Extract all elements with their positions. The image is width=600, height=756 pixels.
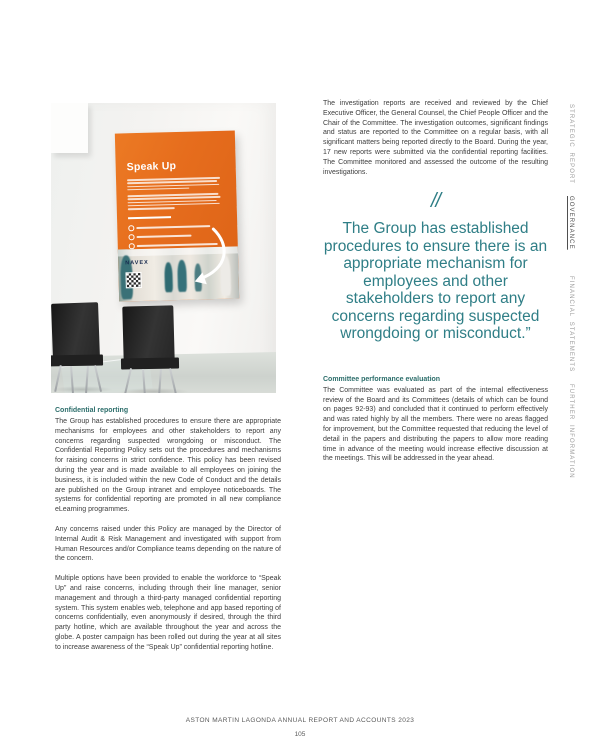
chair	[122, 305, 174, 362]
wall-cabinet	[51, 103, 88, 153]
poster-contact-heading	[128, 216, 171, 219]
poster-paragraph-2	[127, 193, 224, 212]
chair-shadow	[51, 386, 113, 393]
poster-title: Speak Up	[126, 160, 177, 174]
globe-icon	[128, 234, 134, 240]
curved-arrow-icon	[179, 227, 233, 290]
right-column	[323, 99, 548, 474]
evaluation-paragraph: The Committee was evaluated as part of the internal effectiveness review of the Board and its Committees (details of which can be found on pages 92-93) and concluded that it continued to perform effectively and was rated highly by all the members. There were no areas flagged for improvement, but the Committee requested that reducing the level of detail in the papers and distributing the papers to allow more reading time in advance of the meeting would increase effective discussion at the meetings. This will be addressed in the year ahead.	[323, 386, 548, 463]
page-number: 105	[294, 731, 306, 738]
section-heading-confidential-reporting: Confidential reporting	[55, 407, 129, 414]
paragraph: The Group has established procedures to ensure there are appropriate mechanisms for employees and other stakeholders to report any concerns regarding suspected wrongdoing or misconduct. The Confidential Reporting Policy sets out the procedures and mechanisms for raising concerns in strict confidence. This policy has been revised during the year and is made available to all employees on joining the business, it is included within the new Code of Conduct and the details are published on the Group intranet and employee noticeboards. The systems for confidential reporting are promoted in all new compliance eLearning programmes.	[55, 418, 281, 514]
tab-strategic-report: STRATEGIC REPORT	[568, 104, 574, 185]
tab-financial-statements: FINANCIAL STATEMENTS	[568, 276, 574, 373]
navex-logo: NAVEX	[125, 259, 149, 267]
qr-code	[125, 272, 141, 288]
speak-up-poster	[115, 130, 239, 301]
confidential-reporting-section	[55, 407, 281, 663]
chair	[51, 302, 100, 360]
footer-report-title: ASTON MARTIN LAGONDA ANNUAL REPORT AND ACCOUNTS 2023	[185, 717, 415, 724]
section-heading-performance-evaluation: Committee performance evaluation	[323, 375, 441, 383]
paragraph: Any concerns raised under this Policy are managed by the Director of Internal Audit & Risk Management and investigated with support from Human Resources and/or Compliance teams depending on the nature of the concern.	[55, 525, 281, 563]
pull-quote: The Group has established procedures to ensure there is an appropriate mechanism for employees and other stakeholders to report any concerns regarding suspected wrongdoing or misconduct.”	[323, 220, 548, 343]
investigation-paragraph: The investigation reports are received and reviewed by the Chief Executive Officer, the General Counsel, the Chief People Officer and the Chair of the Committee. The investigation outcomes, significant findings and status are reported to the Committee on a regular basis, with all significant matters being reported directly to the Board. During the year, 17 new reports were submitted via the confidential reporting facilities. The Committee monitored and assessed the outcome of the resulting investigations.	[323, 100, 548, 176]
quote-slash-mark: //	[430, 190, 441, 213]
mail-icon	[129, 243, 135, 249]
chair-shadow	[119, 388, 189, 393]
tab-further-information: FURTHER INFORMATION	[568, 384, 574, 479]
person-figure	[164, 262, 173, 292]
tab-governance: GOVERNANCE	[568, 196, 574, 250]
phone-icon	[128, 225, 134, 231]
office-photo	[51, 103, 276, 393]
paragraph: Multiple options have been provided to enable the workforce to “Speak Up” and raise concerns, including through their line manager, senior management and through a third-party managed confidential reporting system. This system enables web, telephone and app based reporting of concerns confidentially, even anonymously if desired, through the third party hotline, which are available throughout the year and across the globe. A poster campaign has been rolled out during the year at all sites to increase awareness of the “Speak Up” confidential reporting hotline.	[55, 575, 281, 651]
poster-paragraph-1	[127, 177, 224, 193]
